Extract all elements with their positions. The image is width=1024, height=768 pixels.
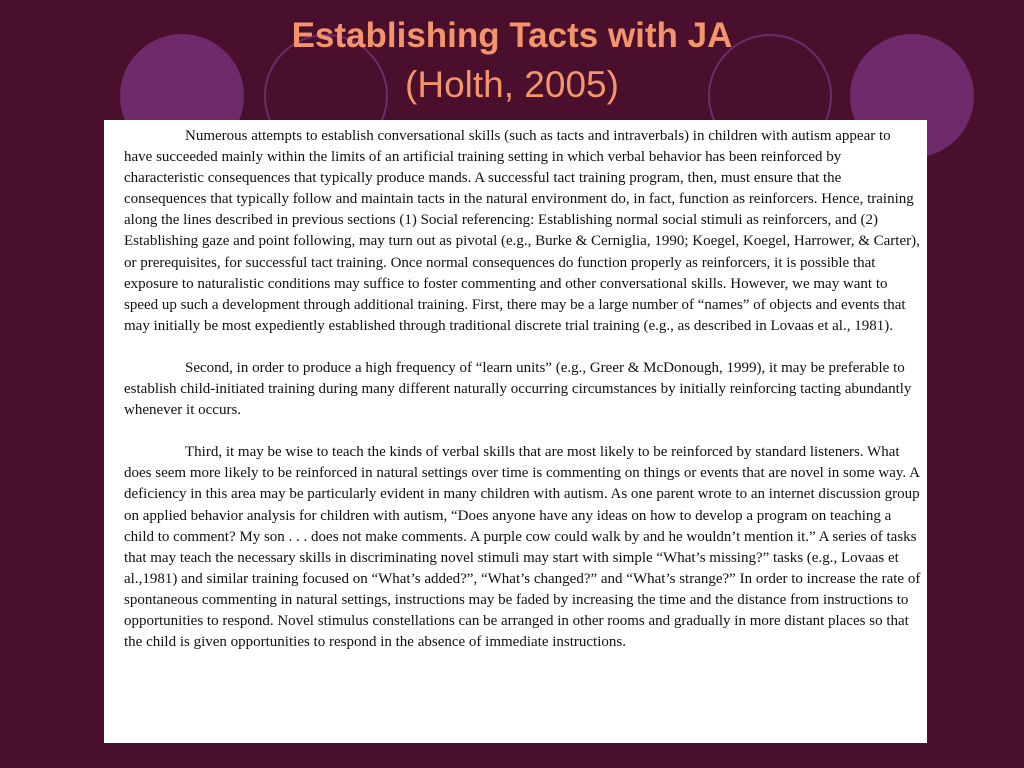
document-excerpt xyxy=(104,120,927,743)
slide-subtitle: (Holth, 2005) xyxy=(405,64,619,105)
slide-title: Establishing Tacts with JA xyxy=(291,16,733,55)
paragraph-2: Second, in order to produce a high frequency of “learn units” (e.g., Greer & McDonough, 1999), it may be preferable to establish child-initiated training during many different naturally occurring circumstances by initially reinforcing tacting abundantly whenever it occurs. xyxy=(124,359,912,419)
paragraph-1: Numerous attempts to establish conversational skills (such as tacts and intraverbals) in children with autism appear to have succeeded mainly within the limits of an artificial training setting in which verbal behavior has been reinforced by characteristic consequences that typically produce mands. A successful tact training program, then, must ensure that the consequences that typically follow and maintain tacts in the natural environment do, in fact, function as reinforcers. Hence, training along the lines described in previous sections (1) Social referencing: Establishing normal social stimuli as reinforcers, and (2) Establishing gaze and point following, may turn out as pivotal (e.g., Burke & Cerniglia, 1990; Koegel, Koegel, Harrower, & Carter), or prerequisites, for successful tact training. Once normal consequences do function properly as reinforcers, it is possible that exposure to naturalistic conditions may suffice to foster commenting and other conversational skills. However, we may want to speed up such a development through additional training. First, there may be a large number of “names” of objects and events that may initially be most expediently established through traditional discrete trial training (e.g., as described in Lovaas et al., 1981). xyxy=(124,128,920,334)
paragraph-3: Third, it may be wise to teach the kinds of verbal skills that are most likely to be reinforced by standard listeners. What does seem more likely to be reinforced in natural settings over time is commenting on things or events that are novel in some way. A deficiency in this area may be particularly evident in many children with autism. As one parent wrote to an internet discussion group on applied behavior analysis for children with autism, “Does anyone have any ideas on how to develop a program on teaching a child to comment? My son . . . does not make comments. A purple cow could walk by and he wouldn’t mention it.” A series of tasks that may teach the necessary skills in discriminating novel stimuli may start with simple “What’s missing?” tasks (e.g., Lovaas et al.,1981) and similar training focused on “What’s added?”, “What’s changed?” and “What’s strange?” In order to increase the rate of spontaneous commenting in natural settings, instructions may be faded by increasing the time and the distance from instructions to opportunities to respond. Novel stimulus constellations can be arranged in other rooms and gradually in more distant places so that the child is given opportunities to respond in the absence of immediate instructions. xyxy=(124,444,921,651)
